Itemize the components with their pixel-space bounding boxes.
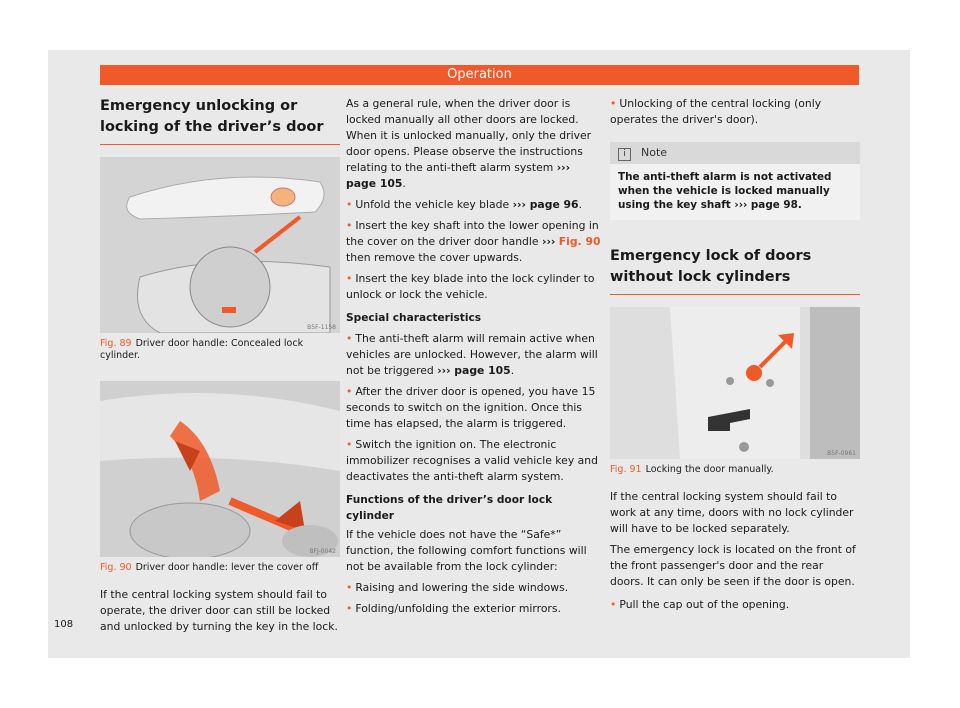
list-item: • Pull the cap out of the opening. (610, 598, 790, 611)
figure-90-caption (100, 557, 340, 581)
figure-89-caption (100, 333, 340, 369)
figure-91-image (610, 307, 860, 459)
figure-code: BFJ-0042 (309, 548, 336, 555)
list-item: • After the driver door is opened, you have 15 seconds to switch on the ignition. Once this time has elapsed, the alarm is triggered. (346, 385, 596, 430)
list-item: • Unlocking of the central locking (only operates the driver's door). (610, 97, 822, 126)
item-text: Switch the ignition on. The electronic immobilizer recognises a valid vehicle key and deactivates the anti-theft alarm system. (346, 438, 598, 483)
item-text: The anti-theft alarm will remain active when vehicles are unlocked. However, the alarm will not be triggered (346, 332, 598, 377)
body-paragraph: The emergency lock is located on the front of the front passenger's door and the rear doors. It can only be seen if the door is open. (610, 543, 856, 588)
item-text: Pull the cap out of the opening. (619, 598, 790, 611)
item-text: then remove the cover upwards. (346, 251, 523, 264)
figure-number: Fig. 91 (610, 464, 642, 475)
heading-rule (610, 294, 860, 295)
section-heading: Emergency unlocking or locking of the driver’s door (100, 98, 324, 135)
list-item: • Unfold the vehicle key blade ››› page 96. (346, 198, 582, 211)
subheading: Special characteristics (346, 312, 482, 324)
page-reference[interactable]: ››› page 98 (734, 199, 798, 211)
page-reference[interactable]: ››› page 105 (346, 161, 571, 190)
section-header: Operation (100, 65, 859, 85)
list-item: • Insert the key shaft into the lower opening in the cover on the driver door handle ››› Fig. 90 then remove the cover upwards. (346, 219, 601, 264)
item-text: Folding/unfolding the exterior mirrors. (355, 602, 561, 615)
subheading: Functions of the driver’s door lock cylinder (346, 494, 553, 522)
figure-91-caption (610, 459, 860, 483)
item-text: Insert the key blade into the lock cylinder to unlock or lock the vehicle. (346, 272, 595, 301)
list-item: • The anti-theft alarm will remain active when vehicles are unlocked. However, the alarm will not be triggered ››› page 105. (346, 332, 598, 377)
caption-text: Locking the door manually. (645, 464, 774, 475)
page-reference[interactable]: ››› page 96 (512, 198, 579, 211)
paragraph-text: As a general rule, when the driver door is locked manually all other doors are locked. When it is unlocked manually, only the driver door opens. Please observe the instructions relating to the anti-theft alarm system (346, 97, 592, 174)
heading-rule (100, 144, 340, 145)
middle-column (346, 96, 602, 617)
body-paragraph: As a general rule, when the driver door is locked manually all other doors are locked. When it is unlocked manually, only the driver door opens. Please observe the instructions relating to the anti-theft alarm system ››› page 105. (346, 97, 592, 190)
figure-reference[interactable]: Fig. 90 (558, 235, 601, 248)
note-body: The anti-theft alarm is not activated when the vehicle is locked manually using the key shaft ››› page 98. (618, 171, 832, 211)
item-text: Unlocking of the central locking (only operates the driver's door). (610, 97, 822, 126)
page-number: 108 (54, 619, 74, 630)
list-item: • Switch the ignition on. The electronic immobilizer recognises a valid vehicle key and deactivates the anti-theft alarm system. (346, 438, 598, 483)
figure-code: B5F-1158 (307, 324, 336, 331)
right-column (610, 96, 860, 613)
note-header (610, 142, 860, 164)
note-label: Note (641, 146, 668, 159)
section-heading: Emergency lock of doors without lock cylinders (610, 248, 812, 285)
figure-number: Fig. 89 (100, 338, 132, 349)
body-paragraph: If the central locking system should fail to work at any time, doors with no lock cylinder will have to be locked separately. (610, 490, 854, 535)
info-icon: i (618, 148, 631, 161)
figure-90-image (100, 381, 340, 557)
figure-number: Fig. 90 (100, 562, 132, 573)
item-text: Raising and lowering the side windows. (355, 581, 569, 594)
note-box (610, 142, 860, 220)
body-paragraph: If the central locking system should fail to operate, the driver door can still be locked and unlocked by turning the key in the lock. (100, 588, 338, 633)
figure-89-image (100, 157, 340, 333)
list-item: • Folding/unfolding the exterior mirrors. (346, 602, 561, 615)
arrow-marker: ››› (542, 235, 556, 248)
body-paragraph: If the vehicle does not have the “Safe*” function, the following comfort functions will not be available from the lock cylinder: (346, 528, 587, 573)
note-text: The anti-theft alarm is not activated when the vehicle is locked manually using the key shaft (618, 171, 832, 211)
caption-text: Driver door handle: lever the cover off (135, 562, 319, 573)
page-reference[interactable]: ››› page 105 (437, 364, 511, 377)
item-text: Insert the key shaft into the lower opening in the cover on the driver door handle (346, 219, 599, 248)
list-item: • Insert the key blade into the lock cylinder to unlock or lock the vehicle. (346, 272, 595, 301)
caption-text: Driver door handle: Concealed lock cylinder. (100, 338, 304, 361)
figure-code: B5F-0961 (827, 450, 856, 457)
left-column (100, 96, 340, 635)
item-text: After the driver door is opened, you have 15 seconds to switch on the ignition. Once this time has elapsed, the alarm is triggered. (346, 385, 596, 430)
item-text: Unfold the vehicle key blade (355, 198, 510, 211)
list-item: • Raising and lowering the side windows. (346, 581, 569, 594)
